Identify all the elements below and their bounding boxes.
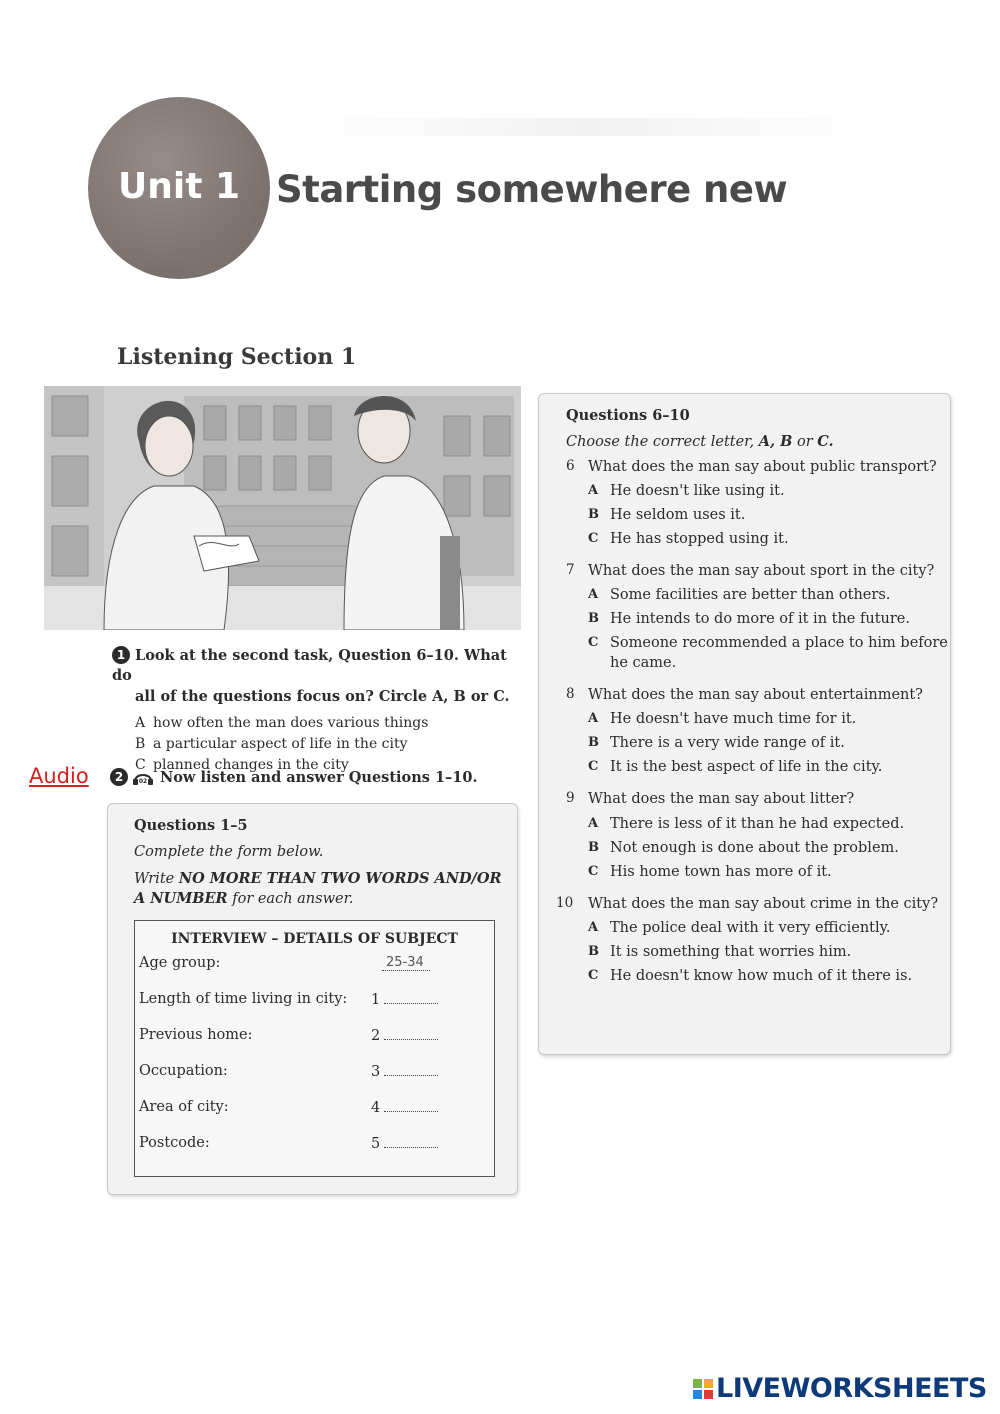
choice-letter: A [588, 920, 599, 936]
form-label: Occupation: [139, 1063, 228, 1079]
form-row-postcode [135, 1133, 494, 1169]
instruction-emphasis: A NUMBER [134, 889, 228, 907]
question-8-choice-a[interactable] [588, 709, 950, 729]
liveworksheets-logo [692, 1373, 987, 1404]
choice-text: He intends to do more of it in the future. [610, 611, 910, 628]
question-number: 10 [556, 894, 574, 911]
question-9-choice-b[interactable] [588, 838, 950, 858]
question-7-choice-b[interactable] [588, 609, 950, 629]
question-10-choice-a[interactable] [588, 918, 950, 938]
question-10 [556, 894, 950, 986]
unit-label: Unit 1 [118, 166, 240, 207]
liveworksheets-logo-icon [692, 1378, 714, 1400]
option-text: planned changes in the city [153, 756, 349, 773]
choice-text: The police deal with it very efficiently. [610, 920, 891, 937]
choice-letter: A [588, 482, 599, 498]
option-letter: B [135, 735, 146, 752]
interview-illustration [44, 386, 521, 630]
form-label: Length of time living in city: [139, 991, 348, 1007]
track-number: 02 [138, 778, 148, 785]
question-8-choice-b[interactable] [588, 733, 950, 753]
blank-number: 4 [371, 1100, 381, 1116]
interview-form [134, 920, 495, 1177]
question-6-choice-c[interactable] [588, 529, 950, 549]
choice-text: Some facilities are better than others. [610, 587, 891, 604]
task-2 [110, 768, 478, 786]
question-7-choice-c[interactable] [588, 633, 950, 673]
choice-letter: B [588, 944, 599, 960]
answer-blank-5[interactable] [371, 1135, 438, 1152]
task-1-prompt-line2: all of the questions focus on? Circle A, B or C. [135, 687, 510, 705]
questions-1-5-heading: Questions 1–5 [134, 817, 248, 834]
choice-text: Not enough is done about the problem. [610, 839, 899, 856]
task-1-option-b[interactable] [135, 734, 522, 755]
question-8 [566, 685, 950, 777]
option-letter: A [135, 714, 146, 731]
instruction-text: for each answer. [232, 890, 354, 907]
choice-letter: B [588, 611, 599, 627]
form-label: Previous home: [139, 1027, 253, 1043]
question-8-choice-c[interactable] [588, 757, 950, 777]
unit-title: Starting somewhere new [276, 168, 788, 211]
choice-text: He doesn't have much time for it. [610, 711, 857, 728]
form-row-age-group [135, 953, 494, 989]
form-label: Area of city: [139, 1099, 229, 1115]
form-row-occupation [135, 1061, 494, 1097]
question-number: 6 [566, 457, 575, 474]
form-label: Age group: [139, 955, 221, 971]
questions-1-5-card [107, 803, 518, 1195]
liveworksheets-logo-text: LIVEWORKSHEETS [716, 1373, 987, 1404]
option-text: a particular aspect of life in the city [153, 735, 408, 752]
choice-text: It is something that worries him. [610, 944, 852, 961]
questions-1-5-instruction: Complete the form below. [134, 844, 324, 861]
task-2-number: 2 [110, 768, 128, 786]
task-1-prompt [112, 646, 522, 707]
choice-text: There is less of it than he had expected. [610, 815, 905, 832]
task-1-number: 1 [112, 646, 130, 664]
choice-text: He doesn't like using it. [610, 482, 785, 499]
question-6 [566, 457, 950, 549]
form-label: Postcode: [139, 1135, 210, 1151]
question-9-choice-c[interactable] [588, 862, 950, 882]
question-number: 8 [566, 686, 575, 703]
choice-text: There is a very wide range of it. [610, 735, 845, 752]
option-text: how often the man does various things [153, 714, 429, 731]
instruction-text: Choose the correct letter, [566, 434, 755, 451]
blank-number: 1 [371, 992, 381, 1008]
choice-letter: A [588, 815, 599, 831]
choice-letter: B [588, 735, 599, 751]
question-text: What does the man say about sport in the city? [588, 562, 935, 579]
age-group-answer: 25-34 [382, 955, 430, 971]
choice-text: He doesn't know how much of it there is. [610, 968, 913, 985]
header-smudge [290, 118, 890, 136]
question-6-choice-a[interactable] [588, 481, 950, 501]
blank-number: 5 [371, 1136, 381, 1152]
question-number: 9 [566, 790, 575, 807]
choice-letter: C [588, 759, 599, 775]
form-row-length-of-time [135, 989, 494, 1025]
question-text: What does the man say about crime in the city? [588, 895, 939, 912]
headphones-icon [132, 768, 154, 786]
task-2-text: Now listen and answer Questions 1–10. [160, 768, 478, 786]
task-1-option-a[interactable] [135, 713, 522, 734]
blank-number: 2 [371, 1028, 381, 1044]
choice-text: He has stopped using it. [610, 530, 789, 547]
choice-letter: C [588, 968, 599, 984]
task-1-prompt-line1: Look at the second task, Question 6–10. What do [112, 647, 507, 685]
question-7-choice-a[interactable] [588, 585, 950, 605]
question-number: 7 [566, 561, 575, 578]
questions-6-10-instruction [566, 432, 950, 452]
choice-letter: A [588, 587, 599, 603]
question-10-choice-b[interactable] [588, 942, 950, 962]
choice-letter: C [588, 635, 599, 651]
section-heading: Listening Section 1 [117, 344, 357, 370]
choice-text: His home town has more of it. [610, 863, 832, 880]
task-1-options [112, 713, 522, 776]
answer-blank-4[interactable] [371, 1099, 438, 1116]
question-10-choice-c[interactable] [588, 966, 950, 986]
answer-blank-2[interactable] [371, 1027, 438, 1044]
question-text: What does the man say about entertainment? [588, 687, 923, 704]
choice-text: It is the best aspect of life in the city. [610, 759, 883, 776]
choice-text: He seldom uses it. [610, 506, 746, 523]
instruction-emphasis: C. [817, 433, 834, 451]
choice-letter: C [588, 530, 599, 546]
question-9 [566, 789, 950, 881]
form-row-area-of-city [135, 1097, 494, 1133]
instruction-emphasis: NO MORE THAN TWO WORDS AND/OR [178, 869, 502, 887]
choice-letter: A [588, 711, 599, 727]
option-letter: C [135, 756, 146, 773]
instruction-text: Write [134, 870, 175, 887]
questions-6-10-heading: Questions 6–10 [566, 407, 690, 424]
form-title: INTERVIEW – DETAILS OF SUBJECT [171, 931, 458, 947]
blank-number: 3 [371, 1064, 381, 1080]
choice-letter: B [588, 839, 599, 855]
instruction-text: or [796, 434, 813, 451]
question-9-choice-a[interactable] [588, 814, 950, 834]
choice-letter: B [588, 506, 599, 522]
questions-6-10-card [538, 393, 951, 1055]
question-text: What does the man say about public transport? [588, 458, 937, 475]
answer-blank-1[interactable] [371, 991, 438, 1008]
answer-blank-3[interactable] [371, 1063, 438, 1080]
task-1 [112, 646, 522, 776]
questions-1-5-instruction2 [134, 869, 517, 910]
question-text: What does the man say about litter? [588, 791, 855, 808]
audio-link[interactable]: Audio [29, 764, 89, 788]
choice-text: Someone recommended a place to him before he came. [610, 635, 948, 672]
choice-letter: C [588, 863, 599, 879]
question-6-choice-b[interactable] [588, 505, 950, 525]
question-7 [566, 561, 950, 673]
form-row-previous-home [135, 1025, 494, 1061]
instruction-emphasis: A, B [758, 433, 793, 451]
